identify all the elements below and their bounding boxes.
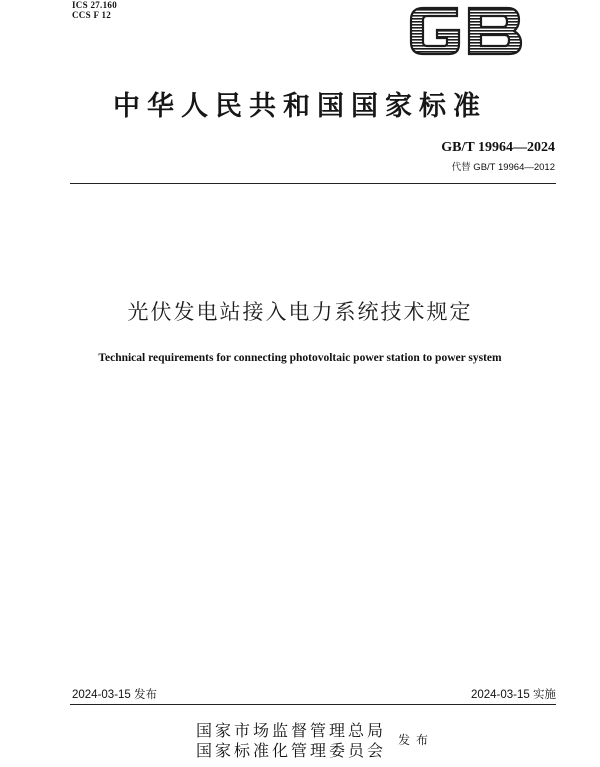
issuer-samr: 国家市场监督管理总局 [196,721,387,740]
document-title-en: Technical requirements for connecting photovoltaic power station to power system [98,352,502,364]
document-title-cn: 光伏发电站接入电力系统技术规定 [127,300,473,324]
publish-date: 2024-03-15 发布 [72,689,158,701]
standard-number: GB/T 19964—2024 [441,140,555,155]
top-divider [70,183,556,184]
classification-codes [72,0,117,20]
bottom-divider [70,704,556,705]
ics-code: ICS 27.160 [72,0,118,10]
issue-label: 发布 [398,733,435,747]
issuer-sac: 国家标准化管理委员会 [196,741,387,760]
issuing-authorities [196,721,386,761]
standard-category-title: 中华人民共和国国家标准 [113,91,487,122]
replaced-standard: 代替 GB/T 19964—2012 [451,162,555,173]
ccs-code: CCS F 12 [72,10,112,20]
gb-logo [405,0,527,62]
implementation-date: 2024-03-15 实施 [470,689,556,701]
